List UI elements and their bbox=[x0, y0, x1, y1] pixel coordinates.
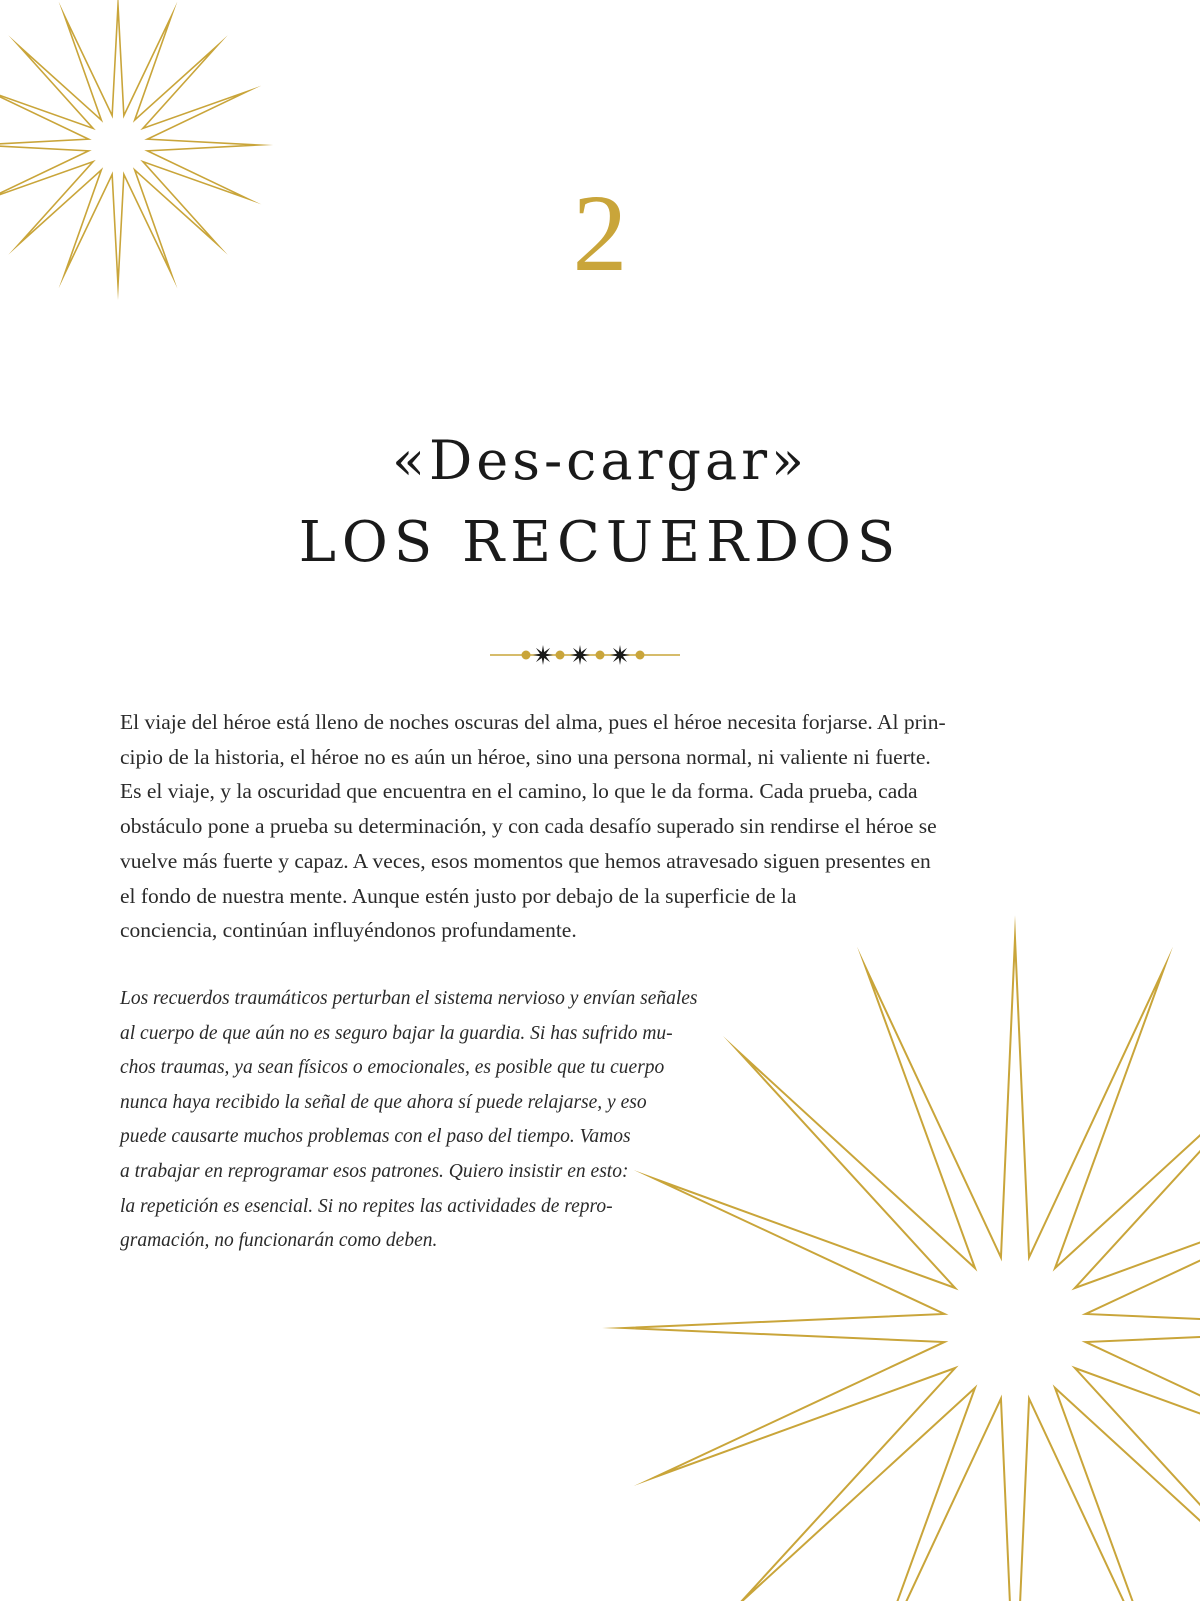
italic-line: la repetición es esencial. Si no repites las actividades de repro- bbox=[120, 1195, 613, 1217]
body-line: vuelve más fuerte y capaz. A veces, esos momentos que hemos atravesado siguen presentes en bbox=[120, 848, 931, 873]
italic-paragraph bbox=[120, 982, 780, 1259]
italic-line: chos traumas, ya sean físicos o emocionales, es posible que tu cuerpo bbox=[120, 1057, 665, 1079]
chapter-number: 2 bbox=[572, 172, 628, 294]
body-line: el fondo de nuestra mente. Aunque estén justo por debajo de la superficie de la bbox=[120, 883, 797, 908]
italic-line: al cuerpo de que aún no es seguro bajar la guardia. Si has sufrido mu- bbox=[120, 1022, 673, 1044]
star-dot-divider-icon bbox=[490, 640, 680, 670]
body-line: Es el viaje, y la oscuridad que encuentra en el camino, lo que le da forma. Cada prueba, cada bbox=[120, 779, 918, 804]
chapter-title-line1: «Des-cargar» bbox=[391, 429, 809, 492]
body-line: conciencia, continúan influyéndonos profundamente. bbox=[120, 918, 577, 943]
italic-line: a trabajar en reprogramar esos patrones. Quiero insistir en esto: bbox=[120, 1160, 629, 1182]
chapter-title bbox=[0, 425, 1200, 583]
italic-line: puede causarte muchos problemas con el paso del tiempo. Vamos bbox=[120, 1126, 631, 1148]
body-line: obstáculo pone a prueba su determinación, y con cada desafío superado sin rendirse el héroe se bbox=[120, 814, 937, 839]
italic-line: gramación, no funcionarán como deben. bbox=[120, 1230, 438, 1252]
chapter-title-line2: LOS RECUERDOS bbox=[298, 510, 902, 575]
italic-line: Los recuerdos traumáticos perturban el sistema nervioso y envían señales bbox=[120, 988, 698, 1009]
body-paragraph bbox=[120, 705, 1055, 948]
body-line: El viaje del héroe está lleno de noches oscuras del alma, pues el héroe necesita forjarse. Al prin- bbox=[120, 710, 946, 734]
body-line: cipio de la historia, el héroe no es aún un héroe, sino una persona normal, ni valiente ni fuerte. bbox=[120, 744, 931, 769]
italic-line: nunca haya recibido la señal de que ahora sí puede relajarse, y eso bbox=[120, 1091, 647, 1113]
